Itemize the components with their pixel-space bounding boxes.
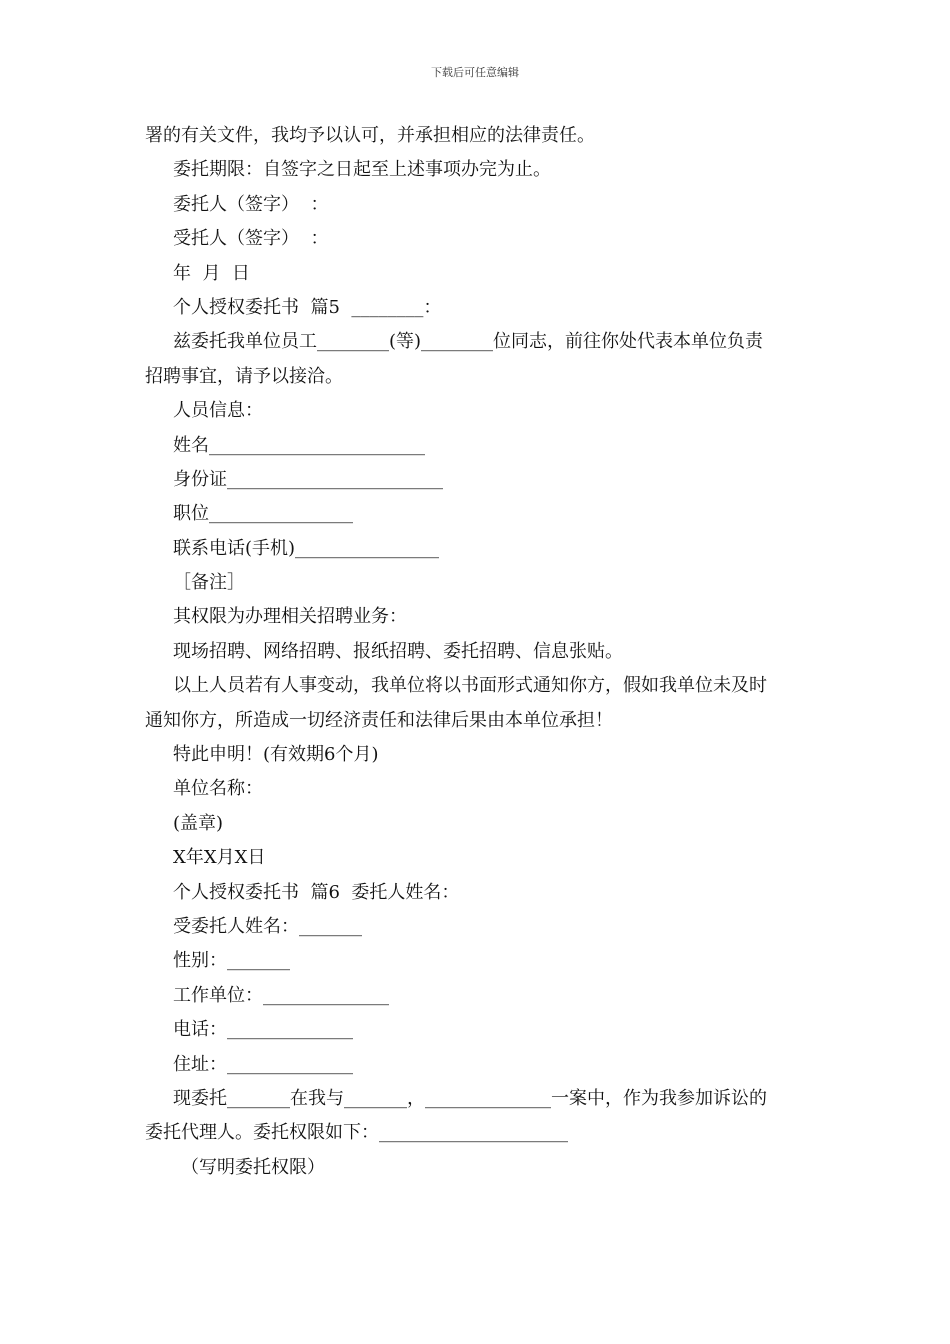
text-line: 以上人员若有人事变动，我单位将以书面形式通知你方，假如我单位未及时 <box>173 675 767 697</box>
form-field-phone: 联系电话(手机)________________ <box>173 537 440 559</box>
text-line: 单位名称： <box>173 778 263 800</box>
form-field-telephone: 电话：______________ <box>173 1019 353 1041</box>
text-line: (盖章) <box>173 812 224 834</box>
form-field-employer: 工作单位：______________ <box>173 984 389 1006</box>
text-line: 年 月 日 <box>173 262 250 284</box>
form-field-address: 住址：______________ <box>173 1053 353 1075</box>
section-heading: 个人授权委托书 篇5 ________： <box>173 296 442 318</box>
text-line: 招聘事宜，请予以接洽。 <box>145 365 343 387</box>
form-field-gender: 性别：_______ <box>173 950 290 972</box>
text-line: 委托人（签字） ： <box>173 193 329 215</box>
form-field-name: 姓名________________________ <box>173 434 425 456</box>
text-line: 人员信息： <box>173 400 263 422</box>
section-heading: 个人授权委托书 篇6 委托人姓名： <box>173 881 460 903</box>
text-line: 委托代理人。委托权限如下：_____________________ <box>145 1122 568 1144</box>
text-line: 现场招聘、网络招聘、报纸招聘、委托招聘、信息张贴。 <box>173 640 623 662</box>
text-line: 署的有关文件，我均予以认可，并承担相应的法律责任。 <box>145 125 595 146</box>
text-line: 兹委托我单位员工________(等)________位同志，前往你处代表本单位负责 <box>173 331 764 353</box>
text-line: 受托人（签字） ： <box>173 228 329 250</box>
text-line: 特此申明！(有效期6个月) <box>173 744 379 766</box>
text-line: 通知你方，所造成一切经济责任和法律后果由本单位承担！ <box>145 709 613 731</box>
text-line: ［备注］ <box>173 572 245 594</box>
text-line: 现委托_______在我与_______，______________一案中，作为我参加诉讼的 <box>173 1087 767 1109</box>
text-line: 委托期限：自签字之日起至上述事项办完为止。 <box>173 159 551 181</box>
text-line: 其权限为办理相关招聘业务： <box>173 606 407 628</box>
form-field-position: 职位________________ <box>173 503 353 525</box>
form-field-agent-name: 受委托人姓名：_______ <box>173 915 362 937</box>
text-line: （写明委托权限） <box>181 1156 325 1178</box>
text-line: X年X月X日 <box>173 847 266 869</box>
document-body <box>145 119 810 1185</box>
page-header: 下载后可任意编辑 <box>431 66 519 79</box>
form-field-id: 身份证________________________ <box>173 468 443 490</box>
